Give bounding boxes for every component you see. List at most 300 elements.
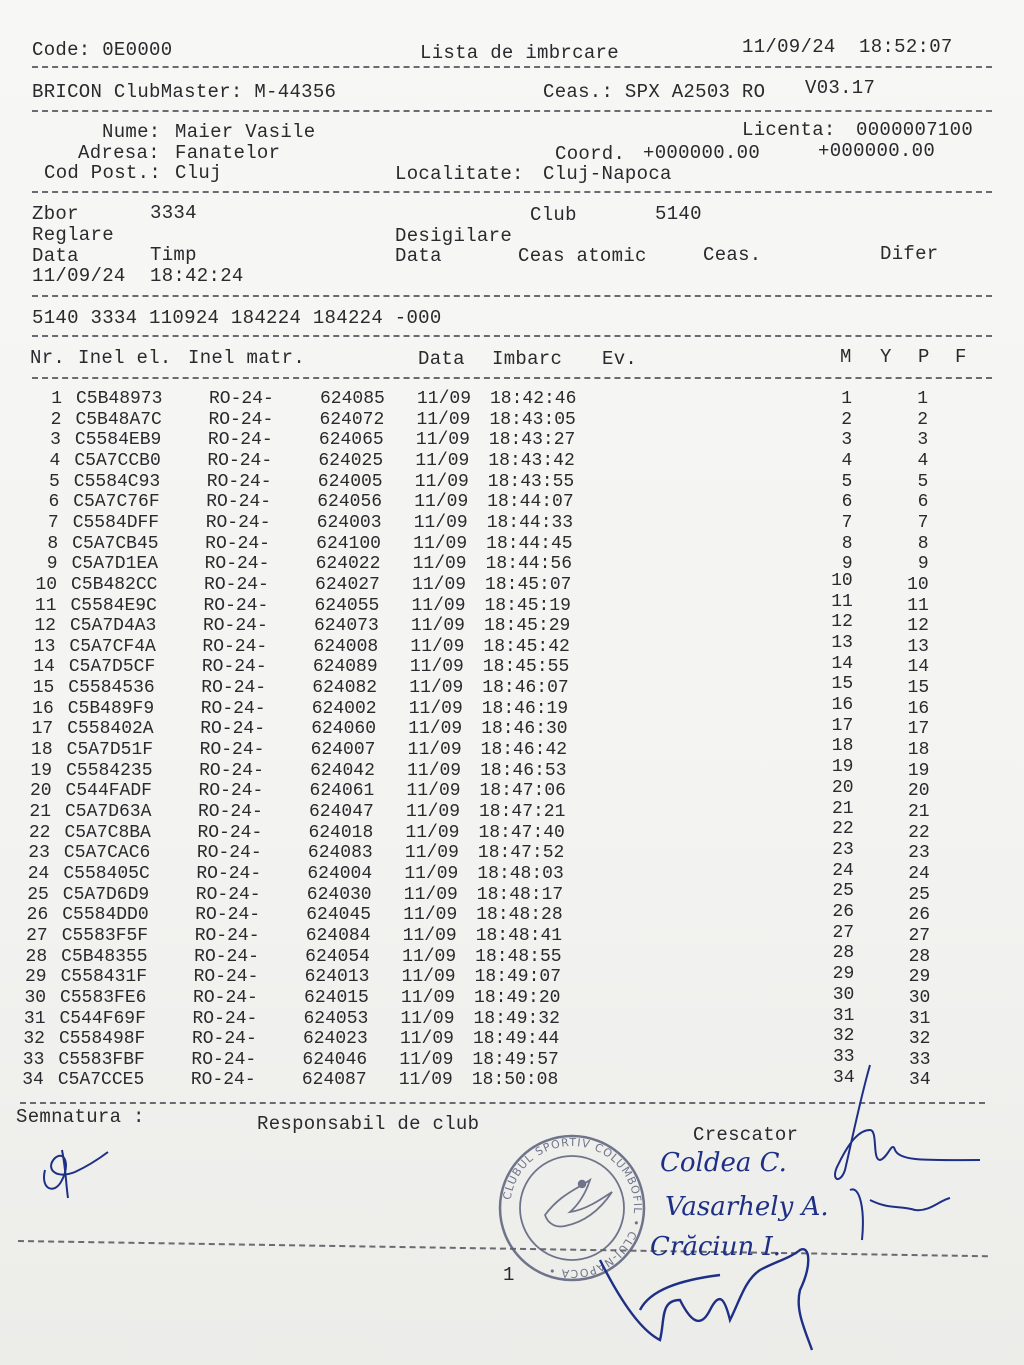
row-time: 18:45:29 [483, 616, 571, 637]
row-p: 34 [909, 1070, 931, 1091]
row-p: 4 [917, 450, 929, 471]
row-number: 27 [26, 925, 48, 946]
row-ring-number: 624008 [313, 636, 379, 657]
row-date: 11/09 [410, 616, 465, 637]
row-m: 19 [831, 757, 854, 778]
row-date: 11/09 [403, 905, 458, 926]
row-date: 11/09 [402, 925, 457, 946]
row-number: 17 [31, 719, 54, 740]
row-ring-number: 624087 [301, 1070, 367, 1091]
name-label: Nume: [102, 121, 161, 143]
row-time: 18:45:19 [484, 595, 571, 616]
row-m: 32 [832, 1026, 855, 1047]
row-ring-electronic: C5583FBF [58, 1049, 145, 1070]
owner-postcode: Cluj [175, 162, 222, 184]
col-y: Y [880, 346, 892, 368]
row-ring-number: 624046 [302, 1049, 368, 1070]
row-number: 3 [50, 430, 61, 451]
row-ring-number: 624056 [317, 492, 383, 513]
row-time: 18:43:42 [488, 450, 575, 471]
row-ring-electronic: C5584E9C [70, 595, 157, 616]
row-ring-prefix: RO-24- [208, 409, 274, 430]
row-ring-electronic: C5B48355 [61, 946, 148, 967]
row-m: 18 [831, 736, 854, 757]
row-m: 30 [832, 984, 855, 1005]
row-date: 11/09 [407, 760, 462, 781]
row-number: 5 [49, 471, 60, 492]
signature-crescator-2 [600, 1249, 812, 1350]
address-label: Adresa: [78, 142, 160, 164]
row-ring-electronic: C5A7C76F [73, 492, 160, 513]
row-p: 21 [908, 802, 930, 822]
row-number: 30 [24, 987, 47, 1008]
row-ring-prefix: RO-24- [206, 471, 272, 492]
owner-name: Maier Vasile [175, 121, 316, 143]
row-date: 11/09 [401, 967, 456, 988]
row-ring-number: 624083 [307, 843, 373, 864]
row-ring-number: 624053 [303, 1008, 369, 1029]
row-m: 31 [832, 1005, 855, 1026]
row-number: 32 [23, 1029, 45, 1050]
col-ev: Ev. [602, 348, 638, 370]
row-p: 8 [917, 533, 929, 554]
row-ring-prefix: RO-24- [199, 740, 265, 761]
handwritten-name-2: Vasarhely A. [665, 1192, 829, 1222]
device-name: BRICON ClubMaster: M-44356 [32, 81, 337, 103]
row-date: 11/09 [413, 533, 468, 554]
data-label: Data [32, 245, 79, 267]
row-ring-number: 624015 [304, 987, 369, 1008]
row-m: 28 [832, 943, 855, 964]
row-ring-prefix: RO-24- [207, 430, 273, 451]
row-ring-prefix: RO-24- [205, 512, 271, 533]
desigilare-label: Desigilare [395, 225, 513, 247]
row-time: 18:48:03 [477, 863, 564, 884]
row-number: 20 [29, 781, 52, 802]
row-date: 11/09 [408, 719, 463, 740]
row-ring-prefix: RO-24- [201, 657, 267, 678]
row-m: 10 [831, 570, 853, 591]
row-number: 10 [35, 574, 58, 595]
row-ring-prefix: RO-24- [209, 389, 274, 409]
clock-model: Ceas.: SPX A2503 RO [543, 81, 766, 103]
row-date: 11/09 [415, 430, 470, 451]
row-number: 14 [33, 657, 55, 678]
row-ring-electronic: C5584EB9 [74, 430, 162, 451]
row-p: 31 [908, 1008, 931, 1029]
row-ring-number: 624061 [309, 781, 375, 802]
row-ring-prefix: RO-24- [195, 905, 261, 926]
row-p: 26 [908, 905, 930, 926]
row-time: 18:48:55 [475, 946, 562, 967]
row-ring-prefix: RO-24- [192, 1008, 258, 1029]
row-ring-electronic: C5B482CC [71, 574, 158, 595]
row-ring-prefix: RO-24- [196, 863, 262, 884]
row-number: 34 [22, 1070, 44, 1091]
coord-label: Coord. [555, 143, 626, 165]
row-date: 11/09 [404, 843, 459, 864]
row-time: 18:48:41 [475, 925, 563, 946]
row-date: 11/09 [410, 636, 465, 657]
row-number: 2 [50, 409, 62, 430]
row-p: 32 [908, 1029, 931, 1050]
row-p: 12 [907, 616, 929, 637]
row-date: 11/09 [409, 657, 464, 678]
row-time: 18:46:53 [480, 760, 567, 781]
row-ring-number: 624023 [302, 1029, 368, 1050]
row-number: 11 [34, 595, 57, 616]
row-date: 11/09 [403, 884, 458, 905]
row-ring-electronic: C5B489F9 [67, 698, 155, 719]
col-m: M [840, 346, 852, 368]
row-p: 6 [917, 492, 929, 513]
row-p: 3 [917, 430, 929, 451]
row-time: 18:46:30 [481, 719, 568, 740]
row-date: 11/09 [404, 863, 459, 884]
row-ring-prefix: RO-24- [191, 1049, 257, 1070]
row-p: 22 [908, 822, 930, 843]
row-ring-number: 624022 [315, 554, 381, 575]
row-time: 18:49:32 [473, 1008, 560, 1029]
zbor-label: Zbor [32, 203, 79, 225]
signature-label: Semnatura : [16, 1106, 145, 1128]
row-number: 6 [48, 492, 60, 513]
row-number: 21 [29, 802, 51, 822]
row-p: 19 [907, 760, 930, 781]
row-p: 2 [917, 409, 929, 430]
row-p: 18 [907, 740, 930, 761]
row-time: 18:44:33 [486, 512, 574, 533]
row-ring-number: 624042 [310, 760, 375, 781]
row-ring-number: 624045 [306, 905, 372, 926]
row-date: 11/09 [406, 802, 461, 822]
row-ring-number: 624027 [315, 574, 380, 595]
row-ring-electronic: C544FADF [65, 781, 152, 802]
row-ring-prefix: RO-24- [202, 636, 268, 657]
row-ring-number: 624082 [312, 678, 378, 699]
row-ring-electronic: C5A7D51F [66, 740, 154, 761]
row-m: 26 [832, 902, 854, 923]
coord-lon: +000000.00 [818, 140, 936, 162]
handwritten-name-1: Coldea C. [660, 1148, 787, 1178]
row-time: 18:47:21 [479, 802, 566, 822]
row-ring-number: 624002 [311, 698, 377, 719]
row-time: 18:48:17 [476, 884, 564, 905]
row-ring-prefix: RO-24- [200, 698, 266, 719]
row-date: 11/09 [401, 987, 456, 1008]
club-value: 5140 [655, 203, 702, 225]
reglare-time: 18:42:24 [150, 265, 244, 287]
row-ring-number: 624100 [316, 533, 381, 554]
row-ring-number: 624005 [317, 471, 383, 492]
row-ring-electronic: C5A7CCE5 [57, 1070, 145, 1091]
row-date: 11/09 [413, 512, 468, 533]
row-ring-number: 624025 [318, 450, 384, 471]
row-ring-electronic: C5A7CB45 [72, 533, 159, 554]
row-time: 18:47:06 [479, 781, 566, 802]
row-m: 1 [841, 389, 852, 409]
row-m: 23 [832, 839, 854, 860]
row-date: 11/09 [414, 492, 469, 513]
row-p: 25 [908, 884, 930, 905]
row-date: 11/09 [400, 1008, 455, 1029]
row-p: 23 [908, 843, 930, 864]
col-imbarc: Imbarc [492, 348, 563, 370]
row-ring-electronic: C5A7CAC6 [63, 843, 151, 864]
row-ring-electronic: C5584DFF [72, 512, 160, 533]
row-ring-prefix: RO-24- [201, 678, 267, 699]
signature-semnatura [44, 1150, 108, 1198]
row-ring-prefix: RO-24- [191, 1029, 257, 1050]
coord-lat: +000000.00 [643, 142, 761, 164]
club-stamp [500, 1136, 644, 1280]
row-ring-prefix: RO-24- [190, 1070, 256, 1091]
row-date: 11/09 [417, 389, 472, 409]
row-time: 18:49:20 [474, 987, 561, 1008]
row-number: 28 [25, 946, 48, 967]
row-time: 18:44:56 [485, 554, 573, 575]
row-ring-prefix: RO-24- [193, 967, 259, 988]
row-date: 11/09 [409, 678, 464, 699]
row-m: 25 [832, 881, 854, 902]
row-date: 11/09 [405, 822, 460, 843]
row-number: 23 [28, 843, 50, 864]
row-time: 18:44:07 [487, 492, 574, 513]
row-number: 1 [51, 389, 62, 409]
row-ring-electronic: C5A7D5CF [68, 657, 156, 678]
row-ring-electronic: C5A7D6D9 [62, 884, 150, 905]
row-ring-electronic: C5A7C8BA [64, 822, 151, 843]
row-ring-electronic: C558431F [60, 967, 148, 988]
row-ring-number: 624054 [305, 946, 370, 967]
firmware-version: V03.17 [805, 77, 876, 99]
row-m: 13 [831, 632, 853, 653]
col-data: Data [418, 348, 465, 370]
row-date: 11/09 [412, 554, 467, 575]
code-label: Code: 0E0000 [32, 39, 173, 61]
row-m: 15 [831, 674, 854, 695]
row-ring-number: 624003 [316, 512, 382, 533]
row-number: 7 [47, 512, 59, 533]
row-m: 20 [831, 777, 854, 798]
row-p: 11 [907, 595, 929, 616]
row-time: 18:45:07 [485, 574, 572, 595]
row-date: 11/09 [406, 781, 461, 802]
row-ring-electronic: C558402A [67, 719, 154, 740]
row-number: 26 [26, 905, 49, 926]
reglare-date: 11/09/24 [32, 265, 126, 287]
row-p: 14 [907, 657, 930, 678]
row-time: 18:46:19 [481, 698, 569, 719]
row-ring-electronic: C5583FE6 [60, 987, 147, 1008]
row-number: 4 [49, 450, 61, 471]
row-p: 7 [917, 512, 929, 533]
row-ring-electronic: C5A7D1EA [71, 554, 159, 575]
locality-value: Cluj-Napoca [543, 163, 672, 185]
handwritten-name-3: Crăciun I. [650, 1232, 781, 1262]
row-m: 12 [831, 612, 853, 633]
zbor-value: 3334 [150, 202, 197, 224]
row-number: 8 [47, 533, 59, 554]
row-time: 18:49:57 [472, 1049, 559, 1070]
row-ring-number: 624072 [319, 409, 385, 430]
row-p: 28 [908, 946, 931, 967]
row-number: 22 [28, 822, 51, 843]
row-p: 33 [908, 1049, 931, 1070]
row-number: 12 [34, 616, 56, 637]
row-date: 11/09 [414, 471, 469, 492]
row-ring-number: 624060 [311, 719, 376, 740]
row-date: 11/09 [411, 595, 466, 616]
signature-crescator-1 [835, 1065, 980, 1240]
row-m: 16 [831, 695, 854, 716]
license-number: 0000007100 [856, 119, 974, 141]
row-m: 3 [841, 430, 853, 451]
row-ring-electronic: C5584DD0 [62, 905, 149, 926]
row-ring-electronic: C5A7CF4A [69, 636, 156, 657]
row-time: 18:49:07 [474, 967, 562, 988]
row-time: 18:47:40 [478, 822, 565, 843]
row-p: 24 [908, 863, 930, 884]
row-ring-number: 624004 [307, 863, 373, 884]
row-p: 16 [907, 698, 930, 719]
row-p: 10 [907, 574, 929, 595]
ceas-label: Ceas. [703, 244, 762, 266]
print-datetime: 11/09/24 18:52:07 [742, 36, 953, 58]
row-time: 18:49:44 [472, 1029, 560, 1050]
row-number: 18 [31, 740, 53, 761]
row-m: 8 [841, 533, 853, 554]
row-p: 29 [908, 967, 931, 988]
row-date: 11/09 [399, 1029, 454, 1050]
timp-label: Timp [150, 244, 197, 266]
row-ring-number: 624030 [306, 884, 372, 905]
row-m: 5 [841, 471, 853, 492]
data-label-2: Data [395, 245, 442, 267]
svg-text:CLUBUL SPORTIV COLUMBOFIL • CL: CLUBUL SPORTIV COLUMBOFIL • CLUJ-NAPOCA • [500, 1135, 645, 1281]
row-ring-prefix: RO-24- [203, 595, 269, 616]
row-ring-electronic: C5B48A7C [75, 409, 162, 430]
document-title: Lista de imbrcare [420, 42, 619, 64]
row-ring-prefix: RO-24- [194, 925, 260, 946]
col-f: F [955, 346, 967, 368]
row-number: 13 [33, 636, 56, 657]
row-ring-prefix: RO-24- [193, 987, 258, 1008]
owner-address: Fanatelor [175, 142, 281, 164]
row-ring-prefix: RO-24- [200, 719, 265, 740]
row-time: 18:47:52 [477, 843, 565, 864]
row-time: 18:45:55 [482, 657, 570, 678]
row-ring-number: 624007 [310, 740, 376, 761]
row-m: 27 [832, 922, 855, 943]
row-ring-electronic: C544F69F [59, 1008, 146, 1029]
row-ring-number: 624018 [308, 822, 374, 843]
row-m: 17 [831, 715, 854, 736]
row-ring-electronic: C5B48973 [76, 389, 163, 409]
row-ring-electronic: C5A7D4A3 [69, 616, 157, 637]
row-ring-number: 624073 [313, 616, 379, 637]
row-m: 29 [832, 964, 855, 985]
row-ring-number: 624085 [320, 389, 385, 409]
row-ring-number: 624055 [314, 595, 380, 616]
row-date: 11/09 [415, 450, 470, 471]
row-p: 1 [917, 389, 928, 409]
page-number: 1 [503, 1264, 515, 1286]
row-time: 18:45:42 [483, 636, 570, 657]
row-time: 18:46:07 [482, 678, 569, 699]
row-p: 5 [917, 471, 929, 492]
row-m: 14 [831, 653, 854, 674]
row-ring-prefix: RO-24- [205, 533, 270, 554]
row-m: 2 [841, 409, 853, 430]
club-label: Club [530, 204, 577, 226]
breeder-label: Crescator [693, 1124, 799, 1146]
row-number: 29 [25, 967, 47, 988]
row-time: 18:44:45 [486, 533, 573, 554]
row-date: 11/09 [398, 1070, 453, 1091]
row-ring-electronic: C5583F5F [61, 925, 149, 946]
row-ring-electronic: C558498F [58, 1029, 146, 1050]
row-ring-prefix: RO-24- [195, 884, 261, 905]
row-ring-electronic: C5A7D63A [65, 802, 152, 822]
col-inel-el: Inel el. [78, 347, 172, 369]
row-p: 17 [907, 719, 930, 740]
row-m: 4 [841, 450, 853, 471]
col-nr: Nr. [30, 347, 66, 369]
row-number: 31 [23, 1008, 46, 1029]
row-ring-number: 624047 [309, 802, 374, 822]
row-m: 24 [832, 860, 854, 881]
row-ring-prefix: RO-24- [202, 616, 268, 637]
row-p: 13 [907, 636, 929, 657]
row-p: 27 [908, 925, 931, 946]
row-p: 20 [907, 781, 930, 802]
row-number: 16 [32, 698, 54, 719]
row-ring-number: 624089 [312, 657, 378, 678]
row-date: 11/09 [407, 740, 462, 761]
difer-label: Difer [880, 243, 939, 265]
row-ring-electronic: C5584235 [66, 760, 153, 781]
row-m: 7 [841, 512, 853, 533]
row-date: 11/09 [408, 698, 463, 719]
row-time: 18:50:08 [471, 1070, 559, 1091]
row-time: 18:46:42 [480, 740, 568, 761]
row-ring-prefix: RO-24- [204, 574, 269, 595]
row-ring-number: 624013 [304, 967, 370, 988]
license-label: Licenta: [742, 119, 836, 141]
row-time: 18:43:55 [487, 471, 575, 492]
row-number: 15 [32, 678, 55, 699]
row-number: 19 [30, 760, 53, 781]
row-m: 34 [833, 1067, 855, 1088]
row-m: 11 [831, 591, 853, 612]
row-date: 11/09 [399, 1049, 454, 1070]
row-time: 18:43:27 [488, 430, 576, 451]
row-m: 9 [841, 554, 853, 575]
row-ring-electronic: C5584C93 [73, 471, 161, 492]
row-ring-prefix: RO-24- [206, 492, 272, 513]
col-p: P [918, 346, 930, 368]
club-responsible-label: Responsabil de club [257, 1113, 480, 1135]
row-date: 11/09 [416, 409, 471, 430]
row-ring-prefix: RO-24- [198, 781, 264, 802]
row-date: 11/09 [402, 946, 457, 967]
row-p: 15 [907, 678, 930, 699]
row-ring-electronic: C558405C [63, 863, 150, 884]
row-number: 25 [27, 884, 49, 905]
row-time: 18:43:05 [489, 409, 576, 430]
row-ring-prefix: RO-24- [198, 802, 263, 822]
